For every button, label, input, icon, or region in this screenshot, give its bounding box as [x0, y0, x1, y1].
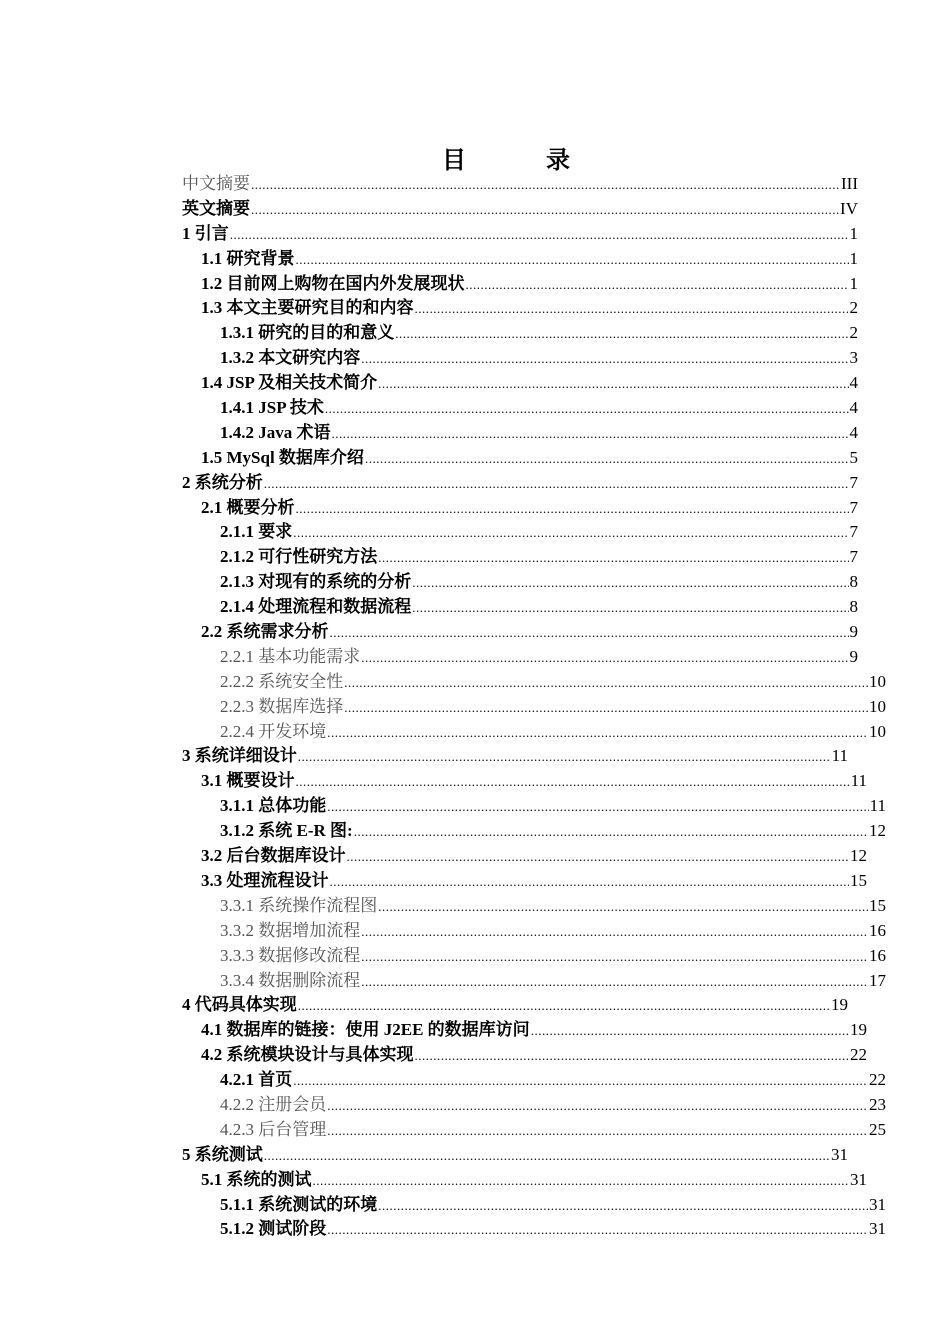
toc-entry[interactable] [182, 1018, 867, 1043]
dot-leader [361, 347, 848, 371]
toc-entry-page: 11 [869, 796, 886, 816]
toc-entry-page: 1 [849, 248, 858, 268]
toc-entry-page: 2 [849, 323, 858, 343]
toc-entry[interactable] [182, 894, 886, 919]
dot-leader [365, 447, 849, 471]
toc-entry-label: 4 代码具体实现 [182, 995, 297, 1015]
dot-leader [361, 945, 868, 969]
toc-entry-label: 中文摘要 [182, 174, 250, 193]
toc-entry[interactable] [182, 570, 858, 595]
toc-entry[interactable] [182, 919, 886, 944]
dot-leader [531, 1019, 849, 1043]
dot-leader [412, 571, 848, 595]
toc-entry[interactable] [182, 944, 886, 969]
toc-entry[interactable] [182, 769, 867, 794]
toc-entry-page: 10 [869, 671, 886, 691]
toc-entry[interactable] [182, 1093, 886, 1118]
toc-entry[interactable] [182, 222, 858, 247]
toc-entry-page: 5 [849, 447, 858, 467]
toc-entry[interactable] [182, 396, 858, 421]
toc-entry-page: 7 [849, 522, 858, 542]
toc-entry[interactable] [182, 620, 858, 645]
toc-entry-label: 5.1.2 测试阶段 [220, 1219, 327, 1239]
dot-leader [264, 472, 849, 496]
toc-entry-page: 31 [850, 1169, 867, 1189]
toc-entry-page: 10 [869, 721, 886, 741]
toc-entry-page: 19 [831, 995, 848, 1015]
toc-title: 目 录 [442, 148, 598, 174]
dot-leader [378, 895, 868, 919]
toc-entry-page: 9 [849, 646, 858, 666]
toc-entry[interactable] [182, 1193, 886, 1218]
toc-entry-label: 2.2.4 开发环境 [220, 721, 327, 741]
toc-entry-label: 1.4.2 Java 术语 [220, 422, 331, 442]
toc-entry[interactable] [182, 496, 858, 521]
toc-entry-page: 9 [849, 622, 858, 642]
toc-entry[interactable] [182, 969, 886, 994]
toc-entry-page: 7 [849, 547, 858, 567]
toc-entry[interactable] [182, 1143, 848, 1168]
dot-leader [296, 497, 849, 521]
dot-leader [296, 248, 849, 272]
toc-entry[interactable] [182, 720, 886, 745]
dot-leader [412, 596, 848, 620]
toc-entry-page: 4 [849, 373, 858, 393]
toc-entry[interactable] [182, 296, 858, 321]
toc-entry[interactable] [182, 247, 858, 272]
dot-leader [325, 397, 849, 421]
dot-leader [327, 1119, 868, 1143]
toc-entry-page: 2 [849, 298, 858, 318]
toc-entry-label: 5 系统测试 [182, 1144, 263, 1164]
toc-entry-label: 1.3.1 研究的目的和意义 [220, 323, 395, 343]
toc-entry[interactable] [182, 794, 886, 819]
toc-entry[interactable] [182, 421, 858, 446]
toc-entry-label: 1.4.1 JSP 技术 [220, 398, 324, 418]
toc-entry[interactable] [182, 321, 858, 346]
toc-entry[interactable] [182, 446, 858, 471]
toc-entry-label: 1 引言 [182, 223, 229, 243]
dot-leader [415, 1044, 850, 1068]
toc-entry-label: 5.1 系统的测试 [201, 1169, 312, 1189]
dot-leader [332, 422, 849, 446]
toc-entry-label: 2.2.3 数据库选择 [220, 696, 344, 716]
toc-entry-label: 1.4 JSP 及相关技术简介 [201, 373, 378, 393]
dot-leader [347, 845, 850, 869]
toc-entry-page: 7 [849, 472, 858, 492]
toc-entry-label: 2.2.1 基本功能需求 [220, 646, 361, 666]
dot-leader [296, 770, 850, 794]
toc-entry[interactable] [182, 695, 886, 720]
toc-entry-page: 11 [831, 746, 848, 766]
toc-entry-page: 25 [869, 1119, 886, 1139]
dot-leader [251, 173, 840, 197]
table-of-contents [182, 172, 886, 1242]
dot-leader [313, 1169, 850, 1193]
dot-leader [264, 1144, 830, 1168]
toc-entry-label: 3.1 概要设计 [201, 771, 295, 791]
toc-entry-label: 3.1.2 系统 E-R 图: [220, 821, 353, 841]
toc-entry[interactable] [182, 869, 867, 894]
toc-entry[interactable] [182, 272, 858, 297]
toc-entry-label: 4.2.3 后台管理 [220, 1119, 327, 1139]
toc-entry-label: 英文摘要 [182, 198, 250, 218]
dot-leader [378, 546, 848, 570]
toc-entry-page: 22 [850, 1045, 867, 1065]
toc-entry[interactable] [182, 520, 858, 545]
toc-entry-label: 2.1.4 处理流程和数据流程 [220, 597, 412, 617]
toc-entry-page: 11 [850, 771, 867, 791]
dot-leader [354, 820, 868, 844]
toc-entry-page: 15 [869, 895, 886, 915]
dot-leader [344, 671, 868, 695]
toc-entry-label: 3.3.1 系统操作流程图 [220, 895, 378, 915]
toc-entry[interactable] [182, 471, 858, 496]
toc-entry-page: 31 [869, 1219, 886, 1239]
toc-entry-page: 12 [850, 846, 867, 866]
toc-entry-page: 16 [869, 920, 886, 940]
toc-entry-label: 2.1 概要分析 [201, 497, 295, 517]
dot-leader [230, 223, 849, 247]
dot-leader [298, 994, 830, 1018]
toc-entry-page: 15 [850, 870, 867, 890]
toc-entry-label: 1.1 研究背景 [201, 248, 295, 268]
toc-entry-page: 12 [869, 821, 886, 841]
toc-entry-page: 3 [849, 348, 858, 368]
toc-entry-label: 4.2.2 注册会员 [220, 1094, 327, 1114]
toc-entry-label: 4.1 数据库的链接：使用 J2EE 的数据库访问 [201, 1020, 530, 1040]
toc-entry-page: 8 [849, 597, 858, 617]
dot-leader [395, 322, 848, 346]
toc-entry-page: 23 [869, 1094, 886, 1114]
toc-entry-label: 2.2 系统需求分析 [201, 622, 329, 642]
dot-leader [293, 1069, 868, 1093]
toc-entry-label: 3.3.2 数据增加流程 [220, 920, 361, 940]
dot-leader [344, 696, 868, 720]
toc-entry[interactable] [182, 819, 886, 844]
toc-entry-page: 31 [831, 1144, 848, 1164]
toc-entry-label: 4.2.1 首页 [220, 1070, 293, 1090]
toc-entry-page: 1 [849, 273, 858, 293]
toc-entry-label: 4.2 系统模块设计与具体实现 [201, 1045, 414, 1065]
dot-leader [327, 795, 868, 819]
toc-entry[interactable] [182, 1068, 886, 1093]
toc-entry[interactable] [182, 1168, 867, 1193]
toc-entry-label: 2.1.1 要求 [220, 522, 293, 542]
dot-leader [361, 970, 868, 994]
toc-entry-page: IV [840, 198, 858, 218]
toc-entry-label: 1.3.2 本文研究内容 [220, 348, 361, 368]
toc-entry[interactable] [182, 670, 886, 695]
toc-entry-label: 1.2 目前网上购物在国内外发展现状 [201, 273, 465, 293]
toc-entry-page: 16 [869, 945, 886, 965]
toc-entry-page: 22 [869, 1070, 886, 1090]
toc-entry-label: 2.1.3 对现有的系统的分析 [220, 572, 412, 592]
toc-entry-label: 2.1.2 可行性研究方法 [220, 547, 378, 567]
toc-entry-page: 4 [849, 398, 858, 418]
toc-entry[interactable] [182, 1043, 867, 1068]
dot-leader [327, 721, 868, 745]
dot-leader [330, 621, 849, 645]
toc-entry-page: III [841, 174, 858, 193]
dot-leader [378, 1194, 868, 1218]
dot-leader [293, 521, 848, 545]
toc-entry-label: 3.3.4 数据删除流程 [220, 970, 361, 990]
toc-entry[interactable] [182, 346, 858, 371]
toc-entry-page: 1 [849, 223, 858, 243]
dot-leader [415, 297, 849, 321]
toc-entry[interactable] [182, 1118, 886, 1143]
toc-entry-label: 1.3 本文主要研究目的和内容 [201, 298, 414, 318]
toc-entry-label: 3 系统详细设计 [182, 746, 297, 766]
toc-entry-label: 1.5 MySql 数据库介绍 [201, 447, 364, 467]
dot-leader [378, 372, 848, 396]
toc-entry-label: 2 系统分析 [182, 472, 263, 492]
toc-entry[interactable] [182, 993, 848, 1018]
toc-entry[interactable] [182, 371, 858, 396]
toc-entry-page: 7 [849, 497, 858, 517]
toc-entry-label: 3.2 后台数据库设计 [201, 846, 346, 866]
dot-leader [251, 198, 839, 222]
toc-entry-page: 10 [869, 696, 886, 716]
toc-entry[interactable] [182, 645, 858, 670]
toc-entry[interactable] [182, 744, 848, 769]
dot-leader [330, 870, 850, 894]
dot-leader [327, 1094, 868, 1118]
toc-entry[interactable] [182, 1217, 886, 1242]
toc-entry[interactable] [182, 172, 858, 197]
dot-leader [361, 646, 848, 670]
toc-entry[interactable] [182, 595, 858, 620]
toc-entry-page: 31 [869, 1194, 886, 1214]
toc-entry-page: 19 [850, 1020, 867, 1040]
toc-entry-label: 3.3 处理流程设计 [201, 870, 329, 890]
toc-entry-page: 17 [869, 970, 886, 990]
toc-entry-page: 8 [849, 572, 858, 592]
toc-entry-page: 4 [849, 422, 858, 442]
dot-leader [327, 1218, 868, 1242]
toc-entry[interactable] [182, 545, 858, 570]
dot-leader [298, 745, 831, 769]
toc-entry[interactable] [182, 197, 858, 222]
dot-leader [361, 920, 868, 944]
toc-entry-label: 2.2.2 系统安全性 [220, 671, 344, 691]
toc-entry[interactable] [182, 844, 867, 869]
toc-entry-label: 3.3.3 数据修改流程 [220, 945, 361, 965]
toc-entry-label: 5.1.1 系统测试的环境 [220, 1194, 378, 1214]
toc-entry-label: 3.1.1 总体功能 [220, 796, 327, 816]
dot-leader [466, 273, 849, 297]
